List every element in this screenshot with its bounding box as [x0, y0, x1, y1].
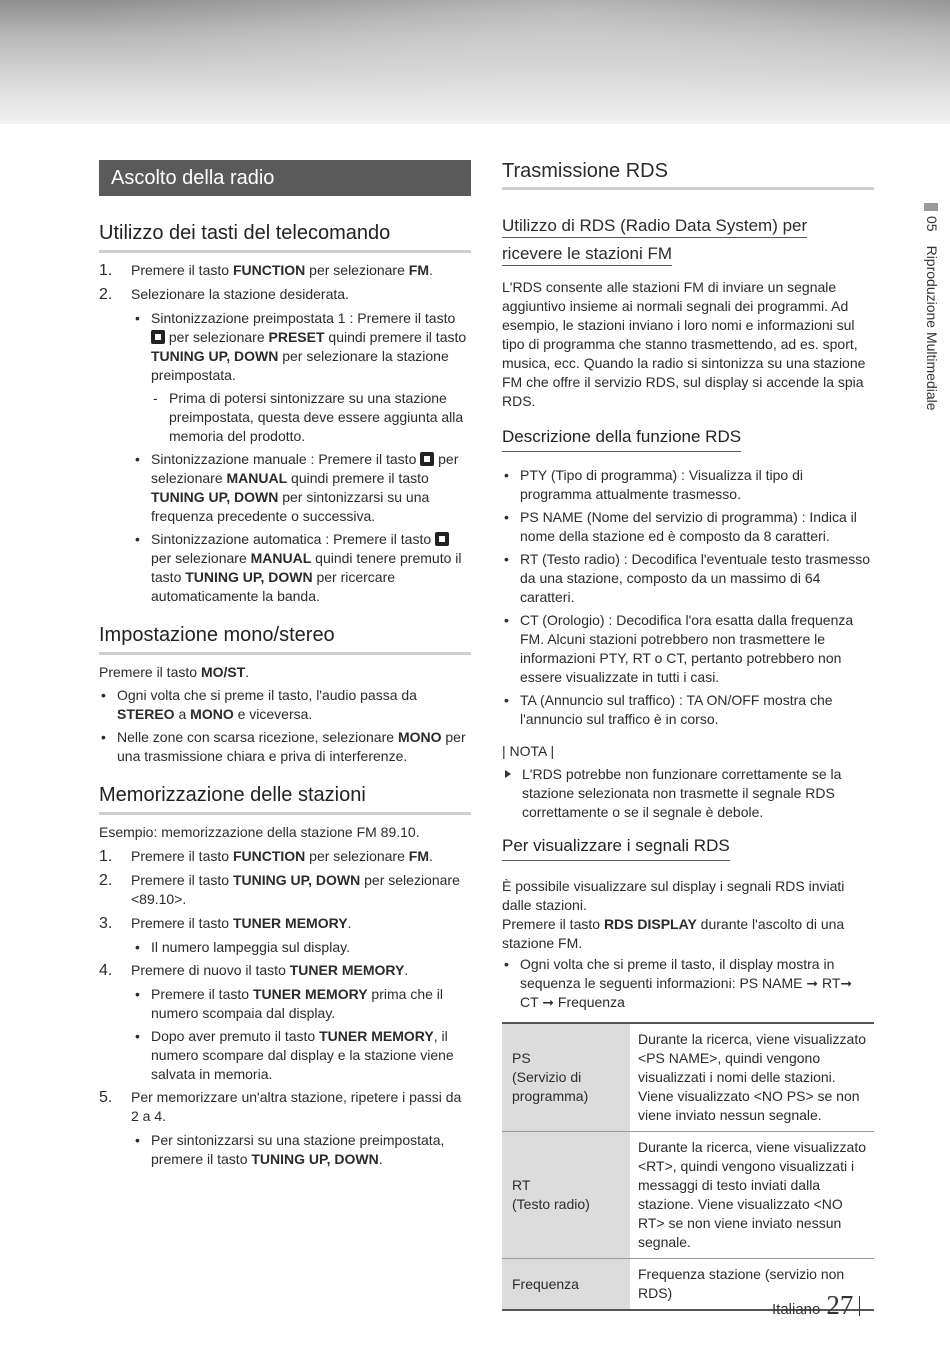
remote-bullet-auto: • Sintonizzazione automatica : Premere il tasto per selezionare MANUAL quindi tenere premuto il tasto TUNING UP, DOWN per ricercare automaticamente la banda.: [133, 530, 471, 606]
table-value: Durante la ricerca, viene visualizzato <RT>, quindi vengono visualizzati i messaggi di testo inviati dalla stazione. Viene visualizzato <NO RT> se non viene inviato nessun segnale.: [630, 1132, 874, 1259]
remote-step-2: 2. Selezionare la stazione desiderata.: [99, 286, 349, 303]
remote-step-1: 1. Premere il tasto FUNCTION per selezionare FM.: [99, 262, 433, 279]
nota-label: | NOTA |: [502, 743, 555, 759]
list-item: • TA (Annuncio sul traffico) : TA ON/OFF mostra che l'annuncio sul traffico è in corso.: [502, 691, 874, 729]
memory-heading: Memorizzazione delle stazioni: [99, 784, 471, 815]
rds-function-list: [502, 466, 874, 729]
side-tab-marker: [924, 203, 938, 211]
table-key: PS (Servizio di programma): [502, 1023, 630, 1132]
remote-bullet-preset: • Sintonizzazione preimpostata 1 : Premere il tasto per selezionare PRESET quindi premere il tasto TUNING UP, DOWN per selezionare la stazione preimpostata.: [133, 309, 471, 385]
rds-display-text-1: È possibile visualizzare sul display i segnali RDS inviati dalle stazioni.: [502, 878, 845, 913]
memory-step-4: 4. Premere di nuovo il tasto TUNER MEMORY.: [99, 962, 409, 979]
right-column: [502, 160, 874, 1311]
table-row: [502, 1023, 874, 1132]
rds-display-bullet: • Ogni volta che si preme il tasto, il display mostra in sequenza le seguenti informazioni: PS NAME ➞ RT➞ CT ➞ Frequenza: [502, 955, 874, 1012]
memory-step-3: 3. Premere il tasto TUNER MEMORY.: [99, 915, 352, 932]
table-value: Frequenza stazione (servizio non RDS): [630, 1259, 874, 1311]
mono-heading: Impostazione mono/stereo: [99, 624, 471, 655]
list-item: • PS NAME (Nome del servizio di programma) : Indica il nome della stazione ed è composto da 8 caratteri.: [502, 508, 874, 546]
remote-dash-note: - Prima di potersi sintonizzare su una stazione preimpostata, questa deve essere aggiunta alla memoria del prodotto.: [151, 389, 471, 446]
list-item: • RT (Testo radio) : Decodifica l'eventuale testo trasmesso da una stazione, composto da un massimo di 64 caratteri.: [502, 550, 874, 607]
memory-step-5-bullet: • Per sintonizzarsi su una stazione preimpostata, premere il tasto TUNING UP, DOWN.: [133, 1131, 471, 1169]
memory-step-4-bullet-1: • Premere il tasto TUNER MEMORY prima che il numero scompaia dal display.: [133, 985, 471, 1023]
left-column: [99, 160, 471, 1173]
remote-bullet-manual: • Sintonizzazione manuale : Premere il tasto per selezionare MANUAL quindi premere il tasto TUNING UP, DOWN per sintonizzarsi su una frequenza precedente o successiva.: [133, 450, 471, 526]
tuner-mode-button-icon: [420, 452, 434, 466]
mono-bullet-2: • Nelle zone con scarsa ricezione, selezionare MONO per una trasmissione chiara e priva di interferenze.: [99, 728, 471, 766]
memory-step-4-bullet-2: • Dopo aver premuto il tasto TUNER MEMORY, il numero scompare dal display e la stazione viene salvata in memoria.: [133, 1027, 471, 1084]
footer-divider: [859, 1296, 860, 1316]
mono-bullet-1: • Ogni volta che si preme il tasto, l'audio passa da STEREO a MONO e viceversa.: [99, 686, 471, 724]
memory-step-1: 1. Premere il tasto FUNCTION per selezionare FM.: [99, 848, 433, 865]
page-footer: [772, 1290, 860, 1321]
rds-heading: Trasmissione RDS: [502, 160, 874, 190]
footer-language: Italiano: [772, 1301, 821, 1318]
tuner-mode-button-icon: [435, 532, 449, 546]
nota-text: L'RDS potrebbe non funzionare correttamente se la stazione selezionata non trasmette il segnale RDS correttamente o se il segnale è debole.: [502, 765, 874, 822]
page-number: 27: [826, 1290, 854, 1320]
side-chapter-label: 05Riproduzione Multimediale: [924, 216, 940, 411]
rds-sub-heading-3: Per visualizzare i segnali RDS: [502, 836, 730, 861]
memory-step-2: 2. Premere il tasto TUNING UP, DOWN per selezionare <89.10>.: [99, 872, 460, 907]
memory-example: Esempio: memorizzazione della stazione FM 89.10.: [99, 824, 420, 840]
table-row: [502, 1132, 874, 1259]
mono-intro: Premere il tasto MO/ST.: [99, 664, 250, 680]
memory-step-5: 5. Per memorizzare un'altra stazione, ripetere i passi da 2 a 4.: [99, 1089, 462, 1124]
header-banner: [0, 0, 950, 124]
list-item: • CT (Orologio) : Decodifica l'ora esatta dalla frequenza FM. Alcuni stazioni potrebbero non trasmettere le informazioni PTY, RT o CT, pertanto potrebbero non essere visualizzate in tutti i casi.: [502, 611, 874, 687]
tuner-mode-button-icon: [151, 330, 165, 344]
table-key: RT (Testo radio): [502, 1132, 630, 1259]
rds-signal-table: [502, 1022, 874, 1311]
table-value: Durante la ricerca, viene visualizzato <PS NAME>, quindi vengono visualizzati i nomi delle stazioni. Viene visualizzato <NO PS> se non viene inviato nessun segnale.: [630, 1023, 874, 1132]
rds-intro-text: L'RDS consente alle stazioni FM di inviare un segnale aggiuntivo insieme ai normali segnali dei programmi. Ad esempio, le stazioni inviano i loro nomi e informazioni sul tipo di programma che stanno trasmettendo, ad es. sport, musica, ecc. Quando la radio si sintonizza su una stazione FM che offre il servizio RDS, sul display si accende la spia RDS.: [502, 279, 866, 409]
list-item: • PTY (Tipo di programma) : Visualizza il tipo di programma attualmente trasmesso.: [502, 466, 874, 504]
rds-sub-heading-2: Descrizione della funzione RDS: [502, 427, 741, 452]
section-title: Ascolto della radio: [99, 160, 471, 196]
memory-step-3-bullet: • Il numero lampeggia sul display.: [133, 938, 471, 957]
rds-display-text-2: Premere il tasto RDS DISPLAY durante l'ascolto di una stazione FM.: [502, 916, 845, 951]
rds-sub-heading-1: Utilizzo di RDS (Radio Data System) per ricevere le stazioni FM: [502, 212, 874, 268]
table-key: Frequenza: [502, 1259, 630, 1311]
remote-heading: Utilizzo dei tasti del telecomando: [99, 222, 471, 253]
